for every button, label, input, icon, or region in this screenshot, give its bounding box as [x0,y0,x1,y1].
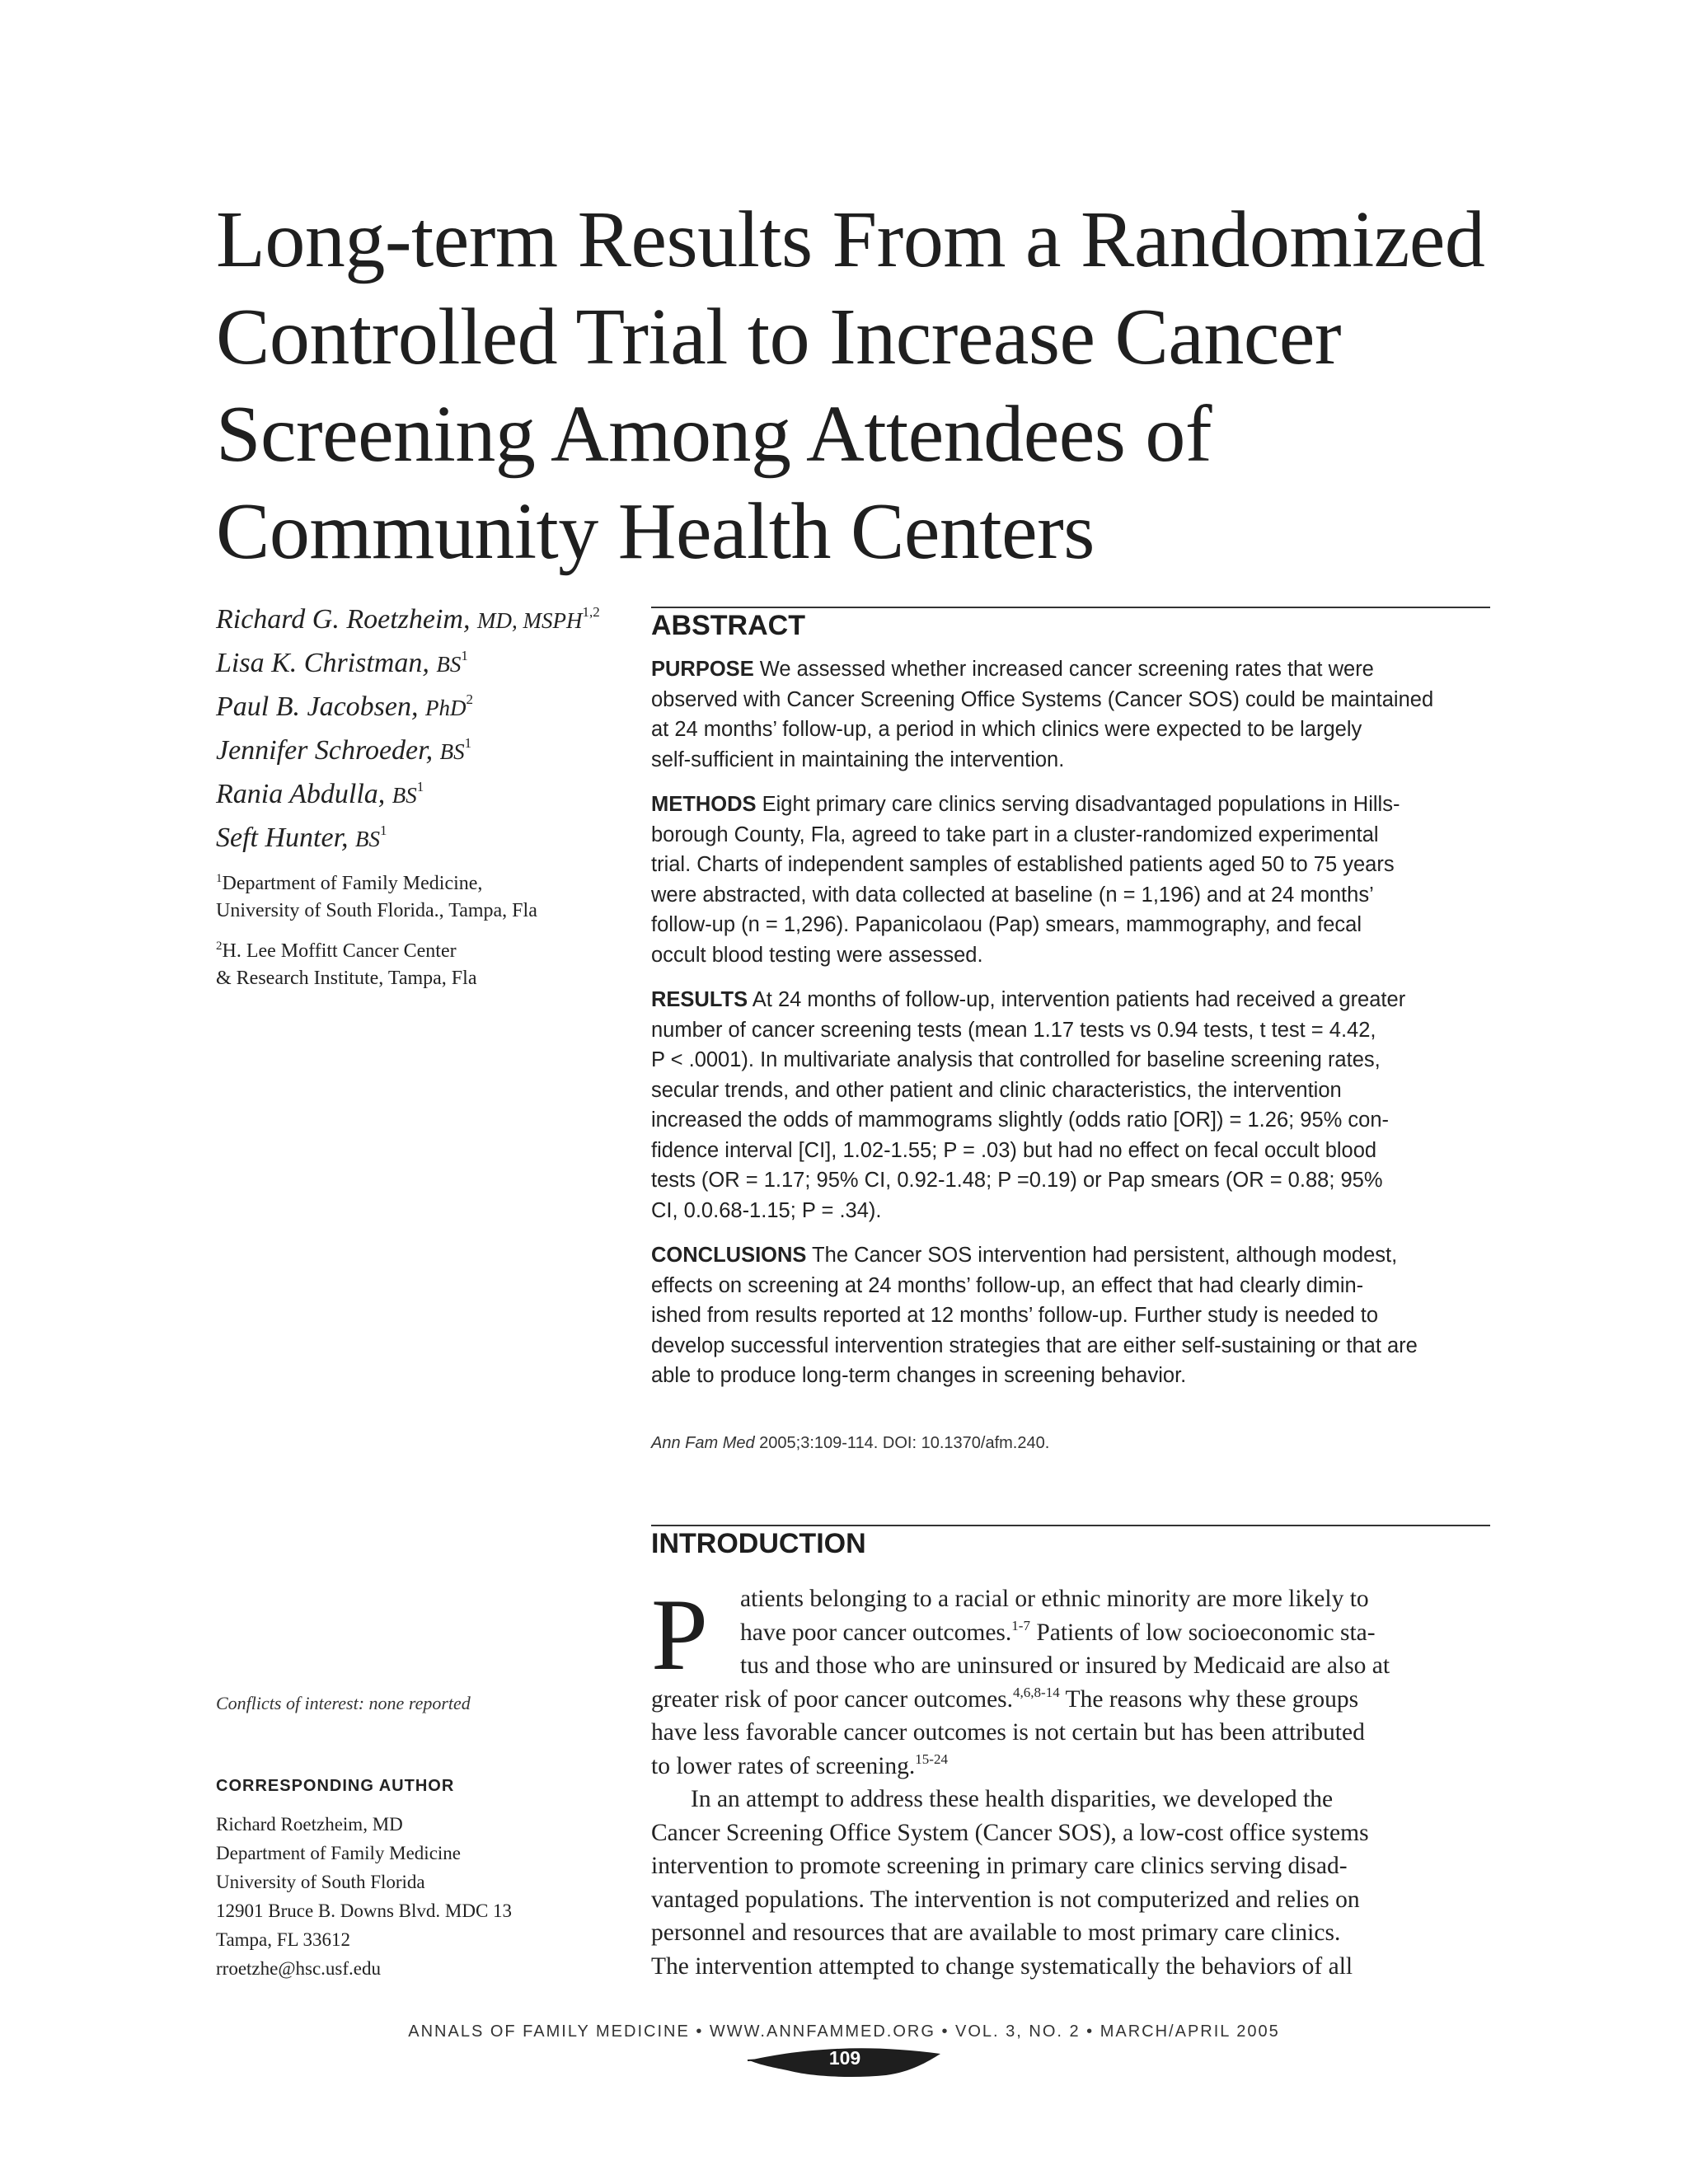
title-line: Controlled Trial to Increase Cancer [216,293,1342,382]
author-degree: BS [355,827,381,851]
abstract-line: able to produce long-term changes in screening behavior. [651,1364,1187,1387]
introduction-heading: INTRODUCTION [651,1528,866,1559]
author-entry [216,642,628,686]
abstract-results [651,985,1496,1226]
intro-line: Cancer Screening Office System (Cancer SOS), a low-cost office systems [651,1819,1369,1846]
intro-line: have less favorable cancer outcomes is not certain but has been attributed [651,1719,1365,1746]
intro-line: to lower rates of screening.$^{15-24}$ [651,1750,948,1779]
author-entry [216,773,628,817]
corresponding-author-heading: CORRESPONDING AUTHOR [216,1777,455,1795]
abstract-methods [651,790,1496,970]
affiliation-line: & Research Institute, Tampa, Fla [216,968,477,989]
abstract-line: fidence interval [CI], 1.02-1.55; P = .03) but had no effect on fecal occult blood [651,1138,1377,1162]
abstract-body [651,654,1496,1406]
abstract-line: occult blood testing were assessed. [651,943,983,967]
article-citation [651,1434,1049,1453]
affiliation-line: Department of Family Medicine, [222,873,483,894]
reference-mark[interactable]: 1-7 [1011,1617,1030,1633]
author-degree: BS [392,783,417,808]
corresponding-line: University of South Florida [216,1872,425,1892]
author-name: Paul B. Jacobsen, [216,691,419,722]
page-number-badge [746,2042,944,2082]
author-affil-mark: 2 [466,691,473,707]
journal-footer: ANNALS OF FAMILY MEDICINE • WWW.ANNFAMMED.ORG • VOL. 3, NO. 2 • MARCH/APRIL 2005 [408,2022,1280,2041]
corresponding-line: Department of Family Medicine [216,1843,462,1863]
intro-line: personnel and resources that are available to most primary care clinics. [651,1919,1341,1946]
author-affil-mark: 1 [464,735,472,751]
author-name: Lisa K. Christman, [216,648,429,678]
abstract-line: observed with Cancer Screening Office Systems (Cancer SOS) could be maintained [651,687,1434,711]
purpose-label: PURPOSE [651,658,754,681]
author-degree: BS [436,652,462,677]
author-name: Jennifer Schroeder, [216,735,434,766]
abstract-purpose [651,654,1496,775]
results-label: RESULTS [651,988,748,1011]
drop-cap: P [651,1578,708,1691]
intro-line: tus and those who are uninsured or insured by Medicaid are also at [740,1652,1390,1679]
affiliation [216,870,628,925]
abstract-line: At 24 months of follow-up, intervention patients had received a greater [748,988,1406,1011]
citation-details[interactable]: 2005;3:109-114. DOI: 10.1370/afm.240. [754,1434,1050,1452]
abstract-line: borough County, Fla, agreed to take part in a cluster-randomized experimental [651,823,1379,846]
conclusions-label: CONCLUSIONS [651,1244,807,1267]
abstract-line: Eight primary care clinics serving disadvantaged populations in Hills- [756,793,1400,816]
abstract-heading: ABSTRACT [651,610,805,641]
author-affil-mark: 1 [461,648,468,663]
title-line: Screening Among Attendees of [216,390,1212,479]
reference-mark[interactable]: 4,6,8-14 [1013,1684,1060,1700]
abstract-line: The Cancer SOS intervention had persistent, although modest, [806,1244,1398,1267]
abstract-line: follow-up (n = 1,296). Papanicolaou (Pap) smears, mammography, and fecal [651,913,1362,936]
intro-line: The intervention attempted to change systematically the behaviors of all [651,1952,1353,1980]
affiliation-mark: 1 [216,872,223,885]
corresponding-line: 12901 Bruce B. Downs Blvd. MDC 13 [216,1900,513,1921]
author-degree: BS [439,739,465,764]
abstract-line: P < .0001). In multivariate analysis that controlled for baseline screening rates, [651,1048,1381,1071]
author-entry [216,817,628,860]
methods-label: METHODS [651,793,757,816]
author-affil-mark: 1,2 [582,604,600,620]
author-affil-mark: 1 [416,779,424,794]
author-name: Seft Hunter, [216,823,349,853]
author-name: Rania Abdulla, [216,779,386,809]
introduction-body [651,1578,1496,1983]
author-entry [216,598,628,642]
author-entry [216,729,628,773]
abstract-line: We assessed whether increased cancer screening rates that were [753,658,1374,681]
abstract-line: develop successful intervention strategies that are either self-sustaining or that are [651,1333,1418,1357]
author-list [216,598,628,860]
corresponding-line: Richard Roetzheim, MD [216,1814,403,1835]
corresponding-author-block [216,1810,628,1983]
affiliation-line: University of South Florida., Tampa, Fla [216,900,537,921]
abstract-line: at 24 months’ follow-up, a period in which clinics were expected to be largely [651,718,1362,741]
intro-line: vantaged populations. The intervention is not computerized and relies on [651,1886,1360,1913]
abstract-line: number of cancer screening tests (mean 1.17 tests vs 0.94 tests, t test = 4.42, [651,1018,1376,1042]
abstract-line: secular trends, and other patient and clinic characteristics, the intervention [651,1078,1342,1102]
author-name: Richard G. Roetzheim, [216,604,471,635]
abstract-line: trial. Charts of independent samples of established patients aged 50 to 75 years [651,853,1395,876]
intro-line: greater risk of poor cancer outcomes.$^{4,6,8-14}$ The reasons why these groups [651,1684,1359,1713]
corresponding-email[interactable]: rroetzhe@hsc.usf.edu [216,1958,381,1979]
conflicts-statement: Conflicts of interest: none reported [216,1693,471,1713]
affiliation [216,938,628,992]
abstract-line: increased the odds of mammograms slightly (odds ratio [OR]) = 1.26; 95% con- [651,1108,1390,1132]
abstract-line: ished from results reported at 12 months’ follow-up. Further study is needed to [651,1304,1379,1327]
reference-mark[interactable]: 15-24 [915,1750,948,1767]
title-line: Community Health Centers [216,487,1095,576]
intro-line: In an attempt to address these health disparities, we developed the [691,1786,1334,1812]
abstract-line: CI, 0.0.68-1.15; P = .34). [651,1198,882,1222]
author-degree: PhD [425,696,467,720]
introduction-rule [651,1525,1490,1526]
author-degree: MD, MSPH [476,608,583,633]
author-affil-mark: 1 [380,823,387,838]
author-entry [216,686,628,729]
abstract-line: tests (OR = 1.17; 95% CI, 0.92-1.48; P =0.19) or Pap smears (OR = 0.88; 95% [651,1169,1383,1192]
abstract-line: were abstracted, with data collected at baseline (n = 1,196) and at 24 months’ [651,883,1374,907]
abstract-rule [651,607,1490,608]
affiliation-mark: 2 [216,940,223,953]
affiliation-list [216,870,628,1005]
title-line: Long-term Results From a Randomized [216,195,1485,284]
intro-line: intervention to promote screening in primary care clinics serving disad- [651,1853,1348,1879]
intro-line: have poor cancer outcomes.$^{1-7}$ Patients of low socioeconomic sta- [740,1617,1376,1646]
article-title [216,191,1502,580]
abstract-line: effects on screening at 24 months’ follow-up, an effect that had clearly dimin- [651,1273,1364,1297]
corresponding-line: Tampa, FL 33612 [216,1929,350,1950]
page-number: 109 [828,2047,861,2069]
abstract-conclusions [651,1240,1496,1391]
intro-line: atients belonging to a racial or ethnic minority are more likely to [740,1586,1369,1612]
abstract-line: self-sufficient in maintaining the intervention. [651,748,1065,771]
affiliation-line: H. Lee Moffitt Cancer Center [222,940,457,962]
citation-journal: Ann Fam Med [651,1434,755,1452]
